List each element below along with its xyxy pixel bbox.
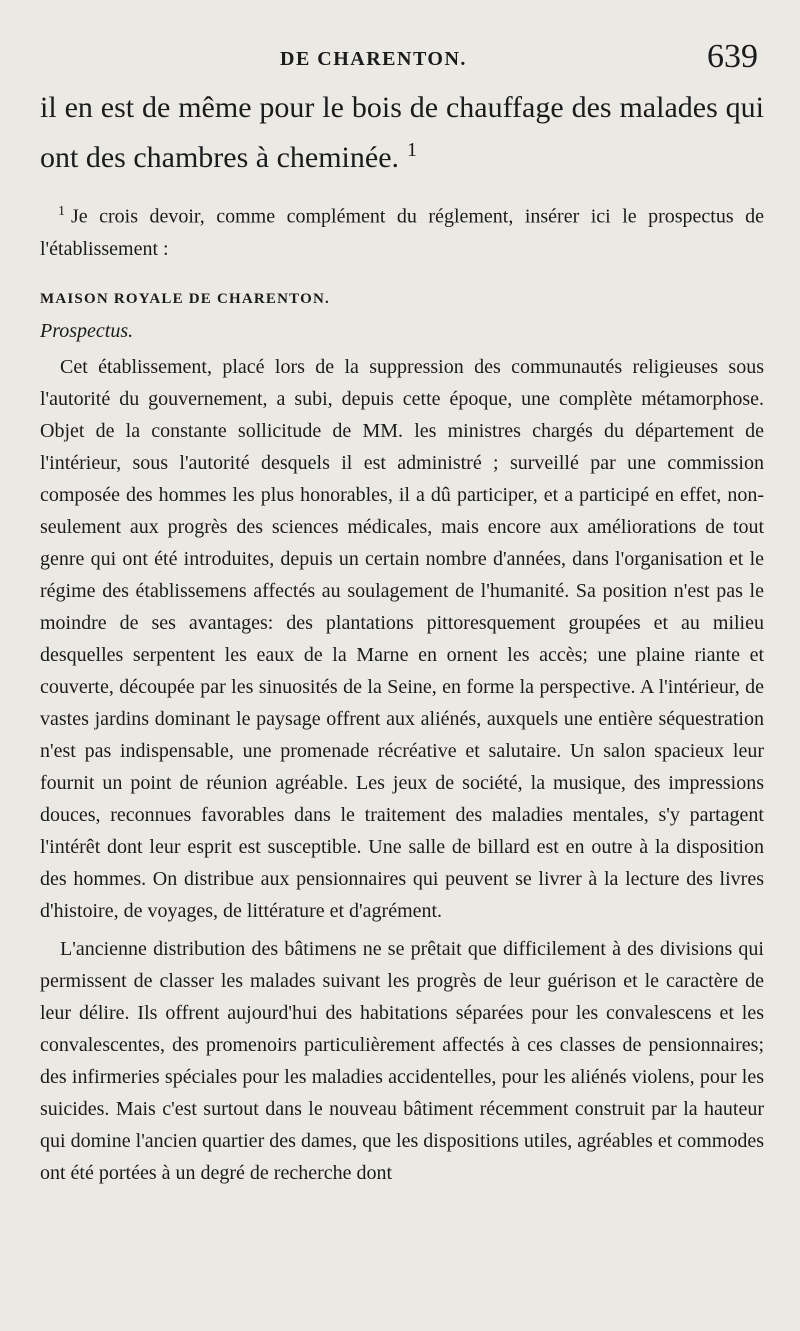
running-title: DE CHARENTON. bbox=[280, 48, 467, 70]
footnote-intro: Je crois devoir, comme complément du réglement, insérer ici le prospectus de l'établissement : bbox=[40, 205, 764, 260]
footnote-intro-paragraph bbox=[40, 196, 764, 265]
main-text-content: il en est de même pour le bois de chauffage des malades qui ont des chambres à cheminée. bbox=[40, 91, 764, 174]
section-subtitle: Prospectus. bbox=[40, 319, 134, 342]
main-text bbox=[40, 86, 764, 179]
paragraph: Cet établissement, placé lors de la suppression des communautés religieuses sous l'autorité du gouvernement, a subi, depuis cette époque, une complète métamorphose. Objet de la constante sollicitude de MM. les ministres chargés du département de l'intérieur, sous l'autorité desquels il est administré ; surveillé par une commission composée des hommes les plus honorables, il a dû participer, et a participé en effet, non-seulement aux progrès des sciences médicales, mais encore aux améliorations de tout genre qui ont été introduites, depuis un certain nombre d'années, dans l'organisation et le régime des établissemens affectés au soulagement de l'humanité. Sa position n'est pas le moindre de ses avantages: des plantations pittoresquement groupées et au milieu desquelles serpentent les eaux de la Marne en ornent les accès; une plaine riante et couverte, découpée par les sinuosités de la Seine, en forme la perspective. A l'intérieur, de vastes jardins dominant le paysage offrent aux aliénés, auxquels une entière séquestration n'est pas indispensable, une promenade récréative et salutaire. Un salon spacieux leur fournit un point de réunion agréable. Les jeux de société, la musique, des impressions douces, reconnues favorables dans le traitement des maladies mentales, s'y partagent l'intérêt dont leur esprit est susceptible. Une salle de billard est en outre à la disposition des hommes. On distribue aux pensionnaires qui peuvent se livrer à la lecture des livres d'histoire, de voyages, de littérature et d'agrément. bbox=[40, 355, 764, 922]
footnote-reference: 1 bbox=[407, 139, 418, 161]
section-title: MAISON ROYALE DE CHARENTON. bbox=[40, 290, 330, 307]
footnote bbox=[40, 196, 764, 1195]
page-number: 639 bbox=[707, 38, 758, 75]
paragraph: L'ancienne distribution des bâtimens ne se prêtait que difficilement à des divisions qui permissent de classer les malades suivant les progrès de leur guérison et le caractère de leur délire. Ils offrent aujourd'hui des habitations séparées pour les convalescens et les convalescentes, des promenoirs particulièrement affectés à ces classes de pensionnaires; des infirmeries spéciales pour les maladies accidentelles, pour les aliénés violens, pour les suicides. Mais c'est surtout dans le nouveau bâtiment récemment construit par la hauteur qui domine l'ancien quartier des dames, que les dispositions utiles, agréables et commodes ont été portées à un degré de recherche dont bbox=[40, 937, 764, 1184]
page-header bbox=[40, 38, 764, 78]
footnote-marker: 1 bbox=[58, 204, 65, 219]
